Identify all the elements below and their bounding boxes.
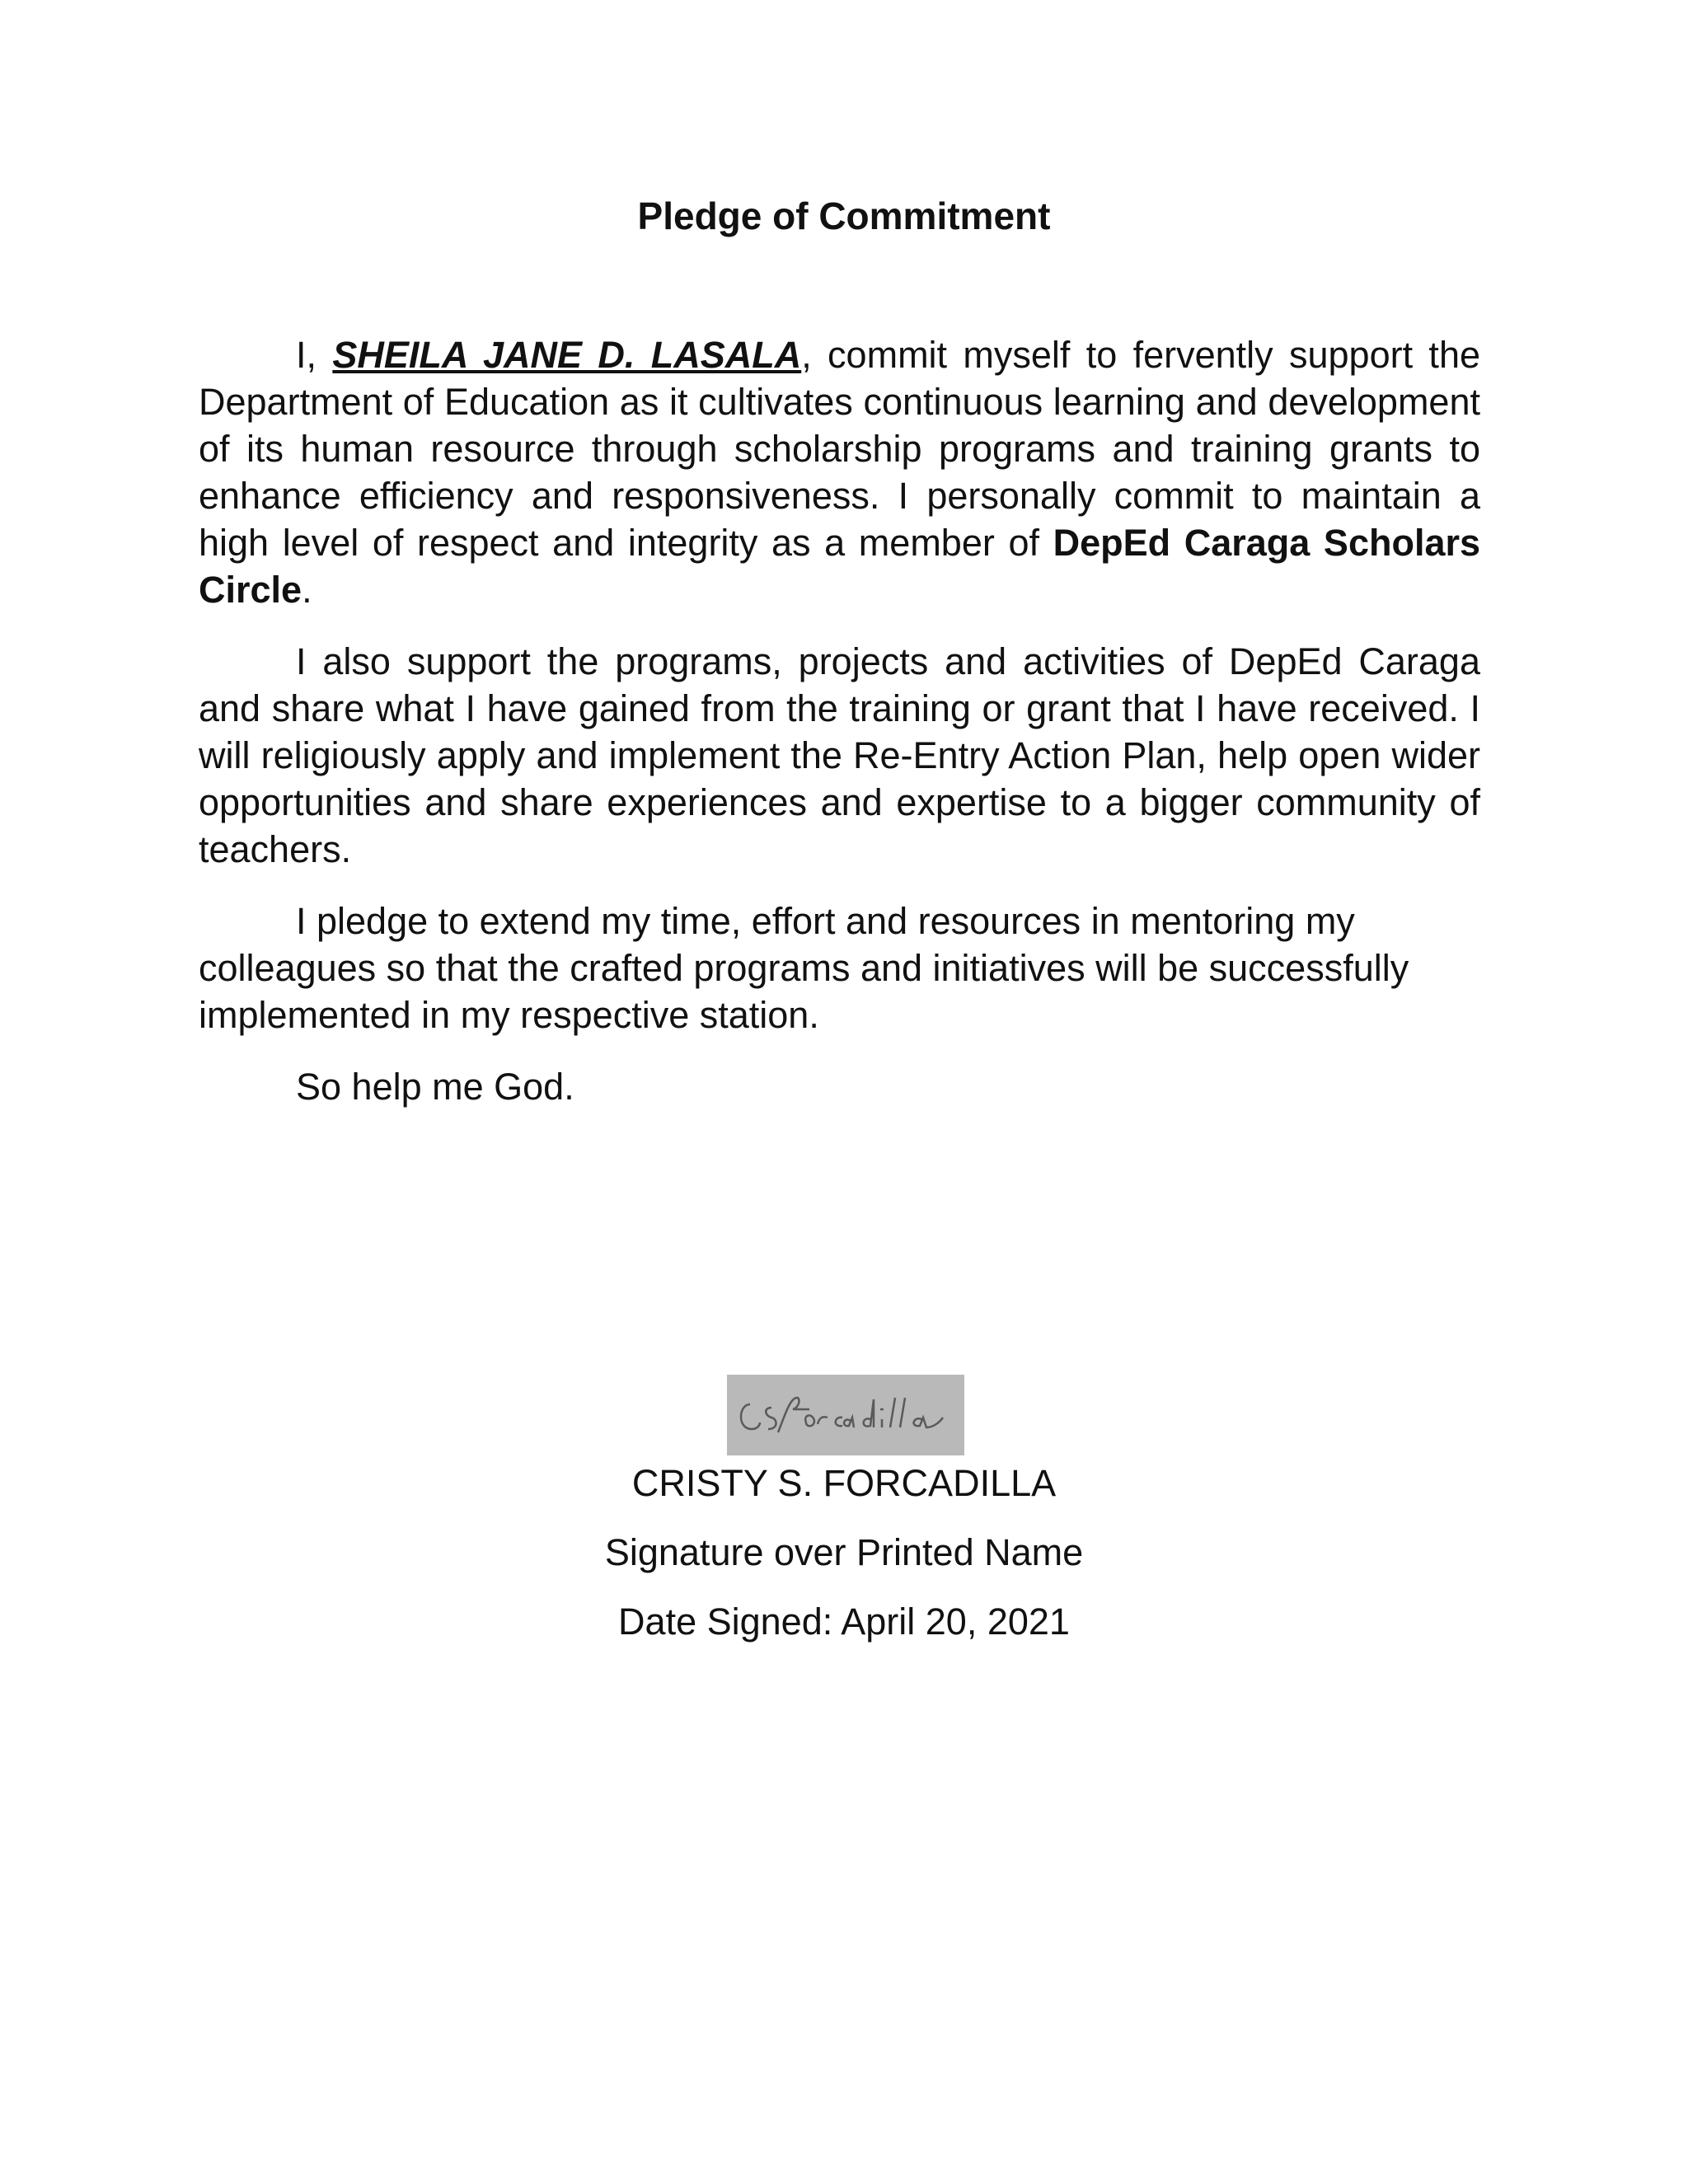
document-title: Pledge of Commitment <box>637 194 1051 237</box>
paragraph-suffix: . <box>302 569 312 611</box>
closing-line: So help me God. <box>296 1066 574 1108</box>
paragraph-text: , commit myself to fervently support the Department of Education as it cultivates continuous learning and development of its human resource through scholarship programs and training grants to enhance efficiency and responsiveness. I personally commit to maintain a high level of respect and integrity as a member of <box>199 334 1480 564</box>
organization-name: DepEd Caraga Scholars Circle <box>199 522 1481 611</box>
signature-scribble-icon <box>727 1375 964 1455</box>
pledger-name: SHEILA JANE D. LASALA <box>332 334 802 376</box>
printed-name: CRISTY S. FORCADILLA <box>631 1462 1057 1504</box>
paragraph-prefix: I, <box>296 334 333 376</box>
signature-caption: Signature over Printed Name <box>604 1531 1084 1573</box>
paragraph-support: I also support the programs, projects and activities of DepEd Caraga and share what I have gained from the training or grant that I have received. I will religiously apply and implement the Re-Entry Action Plan, help open wider opportunities and share experiences and expertise to a bigger community of teachers. <box>199 640 1480 870</box>
pledge-body <box>199 331 1480 1135</box>
date-label: Date Signed: <box>618 1601 842 1643</box>
paragraph-commitment <box>199 331 1480 613</box>
date-value: April 20, 2021 <box>841 1601 1070 1643</box>
signature-block <box>0 1375 1688 1645</box>
handwritten-signature <box>727 1375 964 1455</box>
date-signed <box>0 1598 1688 1645</box>
paragraph-mentoring: I pledge to extend my time, effort and resources in mentoring my colleagues so that the crafted programs and initiatives will be successfully implemented in my respective station. <box>199 900 1409 1036</box>
